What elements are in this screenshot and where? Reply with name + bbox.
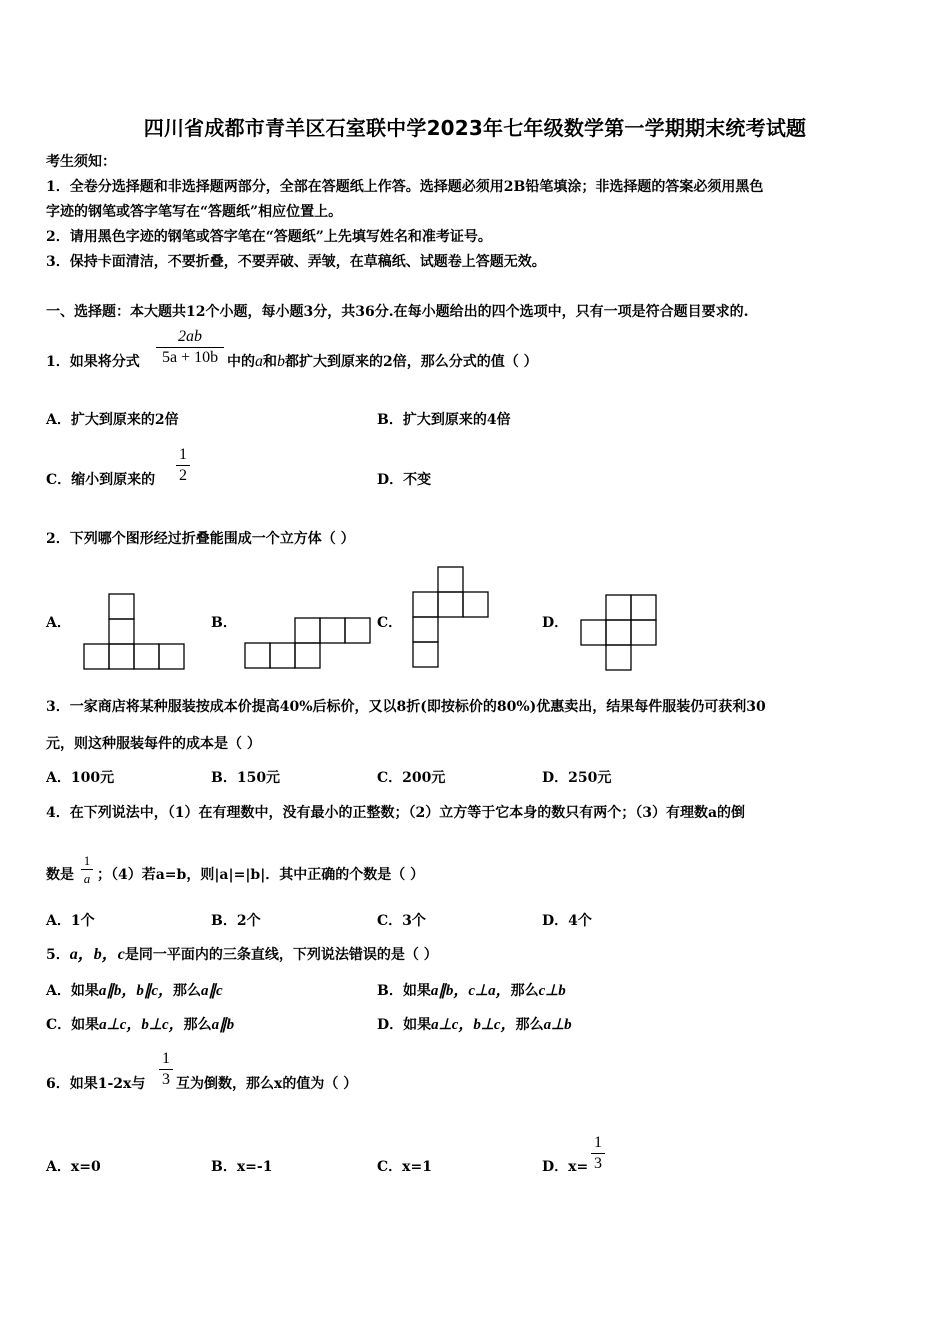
q6-option-b[interactable]: B．x=-1 [211, 1159, 273, 1175]
q6-option-a[interactable]: A．x=0 [46, 1159, 101, 1175]
q6-option-d-fraction: 1 3 [591, 1134, 605, 1173]
q2-stem: 2．下列哪个图形经过折叠能围成一个立方体（ ） [46, 531, 355, 547]
q4-stem-line-1: 4．在下列说法中，（1）在有理数中，没有最小的正整数；（2）立方等于它本身的数只有两个；（3）有理数a的倒 [46, 805, 746, 821]
q4-fraction: 1 a [81, 853, 93, 886]
q3-option-b[interactable]: B．150元 [211, 770, 281, 786]
q5-option-c[interactable]: C．如果a⊥c，b⊥c，那么a∥b [46, 1017, 235, 1033]
notice-line-2: 2．请用黑色字迹的钢笔或答字笔在“答题纸”上先填写姓名和准考证号。 [46, 229, 492, 245]
q4-option-b[interactable]: B．2个 [211, 913, 261, 929]
q2-option-c[interactable]: C． [377, 615, 403, 631]
q1-option-a[interactable]: A．扩大到原来的2倍 [46, 412, 179, 428]
q6-stem-end: 互为倒数，那么x的值为（ ） [176, 1076, 358, 1092]
q1-option-c[interactable]: C．缩小到原来的 [46, 472, 156, 488]
notice-line-3: 3．保持卡面清洁，不要折叠，不要弄破、弄皱，在草稿纸、试题卷上答题无效。 [46, 254, 546, 270]
q1-option-c-fraction: 1 2 [176, 446, 190, 485]
q6-fraction: 1 3 [159, 1050, 173, 1089]
q4-option-a[interactable]: A．1个 [46, 913, 95, 929]
q2-option-b[interactable]: B． [211, 615, 237, 631]
q6-option-d[interactable]: D．x= [542, 1159, 589, 1175]
q4-option-d[interactable]: D．4个 [542, 913, 592, 929]
notice-line-1a: 1．全卷分选择题和非选择题两部分，全部在答题纸上作答。选择题必须用2B铅笔填涂；非选择题的答案必须用黑色 [46, 179, 764, 195]
q1-stem-start: 1．如果将分式 [46, 354, 140, 370]
q1-option-d[interactable]: D．不变 [377, 472, 432, 488]
notice-line-1b: 字迹的钢笔或答字笔写在“答题纸”相应位置上。 [46, 204, 343, 220]
q5-stem: 5．a，b，c是同一平面内的三条直线，下列说法错误的是（ ） [46, 946, 438, 963]
q4-option-c[interactable]: C．3个 [377, 913, 426, 929]
q2-net-b [245, 618, 370, 668]
q5-option-b[interactable]: B．如果a∥b，c⊥a，那么c⊥b [377, 983, 566, 999]
q2-option-a[interactable]: A． [46, 615, 71, 631]
q3-option-c[interactable]: C．200元 [377, 770, 446, 786]
q2-net-a [84, 594, 184, 669]
q5-option-a[interactable]: A．如果a∥b，b∥c，那么a∥c [46, 983, 223, 999]
q3-option-a[interactable]: A．100元 [46, 770, 115, 786]
q4-stem-line-2b: ；（4）若a=b，则|a|=|b|．其中正确的个数是（ ） [97, 867, 425, 883]
q1-fraction-numerator: 2ab [178, 328, 202, 345]
q1-option-b[interactable]: B．扩大到原来的4倍 [377, 412, 511, 428]
q4-stem-line-2a: 数是 [46, 867, 74, 883]
q1-fraction-denominator: 5a + 10b [161, 349, 219, 366]
q3-stem-line-2: 元，则这种服装每件的成本是（ ） [46, 736, 261, 752]
q2-net-c [413, 567, 488, 667]
q2-net-d [581, 595, 656, 670]
q6-option-c[interactable]: C．x=1 [377, 1159, 432, 1175]
section-heading: 一、选择题：本大题共12个小题，每小题3分，共36分.在每小题给出的四个选项中，只有一项是符合题目要求的. [46, 304, 749, 320]
q3-stem-line-1: 3．一家商店将某种服装按成本价提高40%后标价，又以8折(即按标价的80%)优惠卖出，结果每件服装仍可获利30 [46, 699, 766, 715]
notice-heading: 考生须知： [46, 154, 116, 170]
q5-option-d[interactable]: D．如果a⊥c，b⊥c，那么a⊥b [377, 1017, 572, 1033]
q3-option-d[interactable]: D．250元 [542, 770, 612, 786]
q1-stem-middle: 中的a和b都扩大到原来的2倍，那么分式的值（ ） [227, 353, 538, 370]
page-title: 四川省成都市青羊区石室联中学2023年七年级数学第一学期期末统考试题 [143, 116, 807, 140]
q6-stem-start: 6．如果1-2x与 [46, 1076, 146, 1092]
q2-option-d[interactable]: D． [542, 615, 569, 631]
